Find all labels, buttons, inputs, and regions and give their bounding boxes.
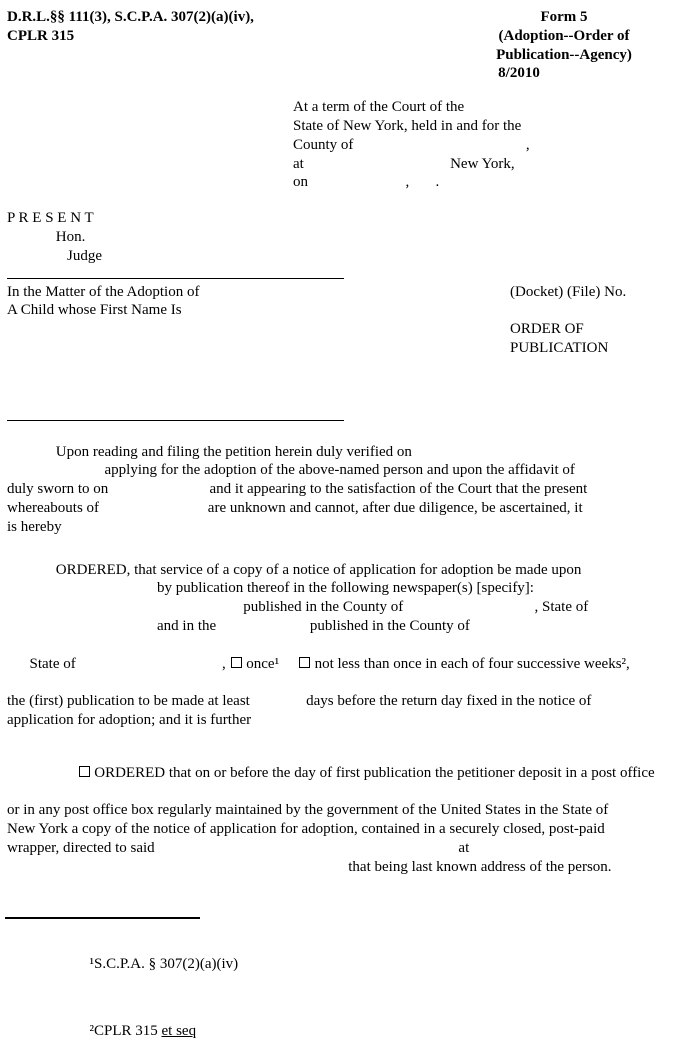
paragraph-line: whereabouts of are unknown and cannot, after due diligence, be ascertained, it: [7, 499, 583, 516]
state-of-blank: State of ,: [29, 655, 230, 672]
judge-name-blank: Hon.: [7, 228, 86, 245]
paragraph-line: by publication thereof in the following newspaper(s) [specify]:: [7, 580, 534, 597]
footnote-2: [7, 1004, 679, 1060]
four-weeks-option-label: not less than once in each of four successive weeks²,: [310, 655, 630, 672]
paragraph-line: published in the County of , State of: [7, 599, 589, 616]
paragraph-line: Upon reading and filing the petition herein duly verified on: [7, 443, 412, 460]
statute-reference: [7, 8, 254, 46]
publication-frequency-line: [7, 636, 679, 692]
form-revision-date: 8/2010: [498, 65, 540, 82]
checkbox-deposit-icon[interactable]: [79, 766, 90, 777]
court-term-county-blank: County of ,: [293, 136, 530, 153]
footnote-1-text: ¹S.C.P.A. § 307(2)(a)(iv): [22, 956, 239, 973]
paragraph-line: or in any post office box regularly maintained by the government of the United States in the State of: [7, 802, 609, 819]
form-identifier: [479, 8, 649, 83]
paragraph-line: is hereby: [7, 518, 62, 535]
form-title-line: Publication--Agency): [496, 46, 632, 63]
paragraph-ordered-deposit: [7, 745, 679, 877]
checkbox-once-icon[interactable]: [231, 657, 242, 668]
deposit-order-line: [7, 745, 679, 801]
footnote-separator: [5, 917, 200, 919]
option-gap: [279, 656, 298, 672]
footnote-2-text: ²CPLR 315: [22, 1023, 162, 1040]
form-title-line: (Adoption--Order of: [498, 27, 630, 44]
footnote-2-underlined: et seq: [161, 1023, 197, 1040]
paragraph-ordered-publication: [7, 561, 679, 730]
caption-right-column: [510, 283, 626, 358]
form-number: Form 5: [540, 9, 588, 25]
caption-child-line: A Child whose First Name Is: [7, 302, 182, 319]
paragraph-line: duly sworn to on and it appearing to the satisfaction of the Court that the present: [7, 481, 588, 498]
paragraph-upon-reading: [7, 443, 679, 537]
document-header: [7, 8, 679, 83]
caption-rule-top: [7, 278, 344, 279]
statute-line: CPLR 315: [7, 27, 75, 44]
court-term-line: State of New York, held in and for the: [293, 117, 522, 134]
caption-matter-line: In the Matter of the Adoption of: [7, 283, 200, 300]
paragraph-line: applying for the adoption of the above-named person and upon the affidavit of: [7, 462, 575, 479]
paragraph-line: ORDERED, that service of a copy of a notice of application for adoption be made upon: [7, 561, 582, 578]
paragraph-line: the (first) publication to be made at least days before the return day fixed in the notice of: [7, 693, 592, 710]
court-term-date-blank: on , .: [293, 174, 440, 191]
statute-line: D.R.L.§§ 111(3), S.C.P.A. 307(2)(a)(iv),: [7, 9, 254, 25]
wrapper-directed-blank: wrapper, directed to said at: [7, 839, 470, 856]
paragraph-line: and in the published in the County of: [7, 617, 470, 634]
once-option-label: once¹: [242, 655, 280, 672]
docket-number-label: (Docket) (File) No.: [510, 283, 627, 300]
order-of-publication-title: [510, 320, 626, 358]
footnote-1: [7, 936, 679, 992]
present-block: [7, 209, 679, 265]
order-title-line: PUBLICATION: [510, 340, 609, 357]
caption-rule-bottom: [7, 420, 344, 421]
court-term-place-blank: at New York,: [293, 155, 515, 172]
court-term-line: At a term of the Court of the: [293, 99, 465, 116]
paragraph-line: New York a copy of the notice of application for adoption, contained in a securely closed, post-paid: [7, 820, 605, 837]
case-caption: [7, 283, 679, 408]
present-label: P R E S E N T: [7, 210, 94, 227]
court-term-block: [293, 98, 679, 192]
deposit-order-text: ORDERED that on or before the day of first publication the petitioner deposit in a post office: [90, 764, 655, 781]
paragraph-line: that being last known address of the person.: [7, 858, 612, 875]
checkbox-four-weeks-icon[interactable]: [299, 657, 310, 668]
paragraph-line: application for adoption; and it is further: [7, 711, 252, 728]
order-title-line: ORDER OF: [510, 321, 584, 338]
judge-title: Judge: [7, 247, 102, 264]
